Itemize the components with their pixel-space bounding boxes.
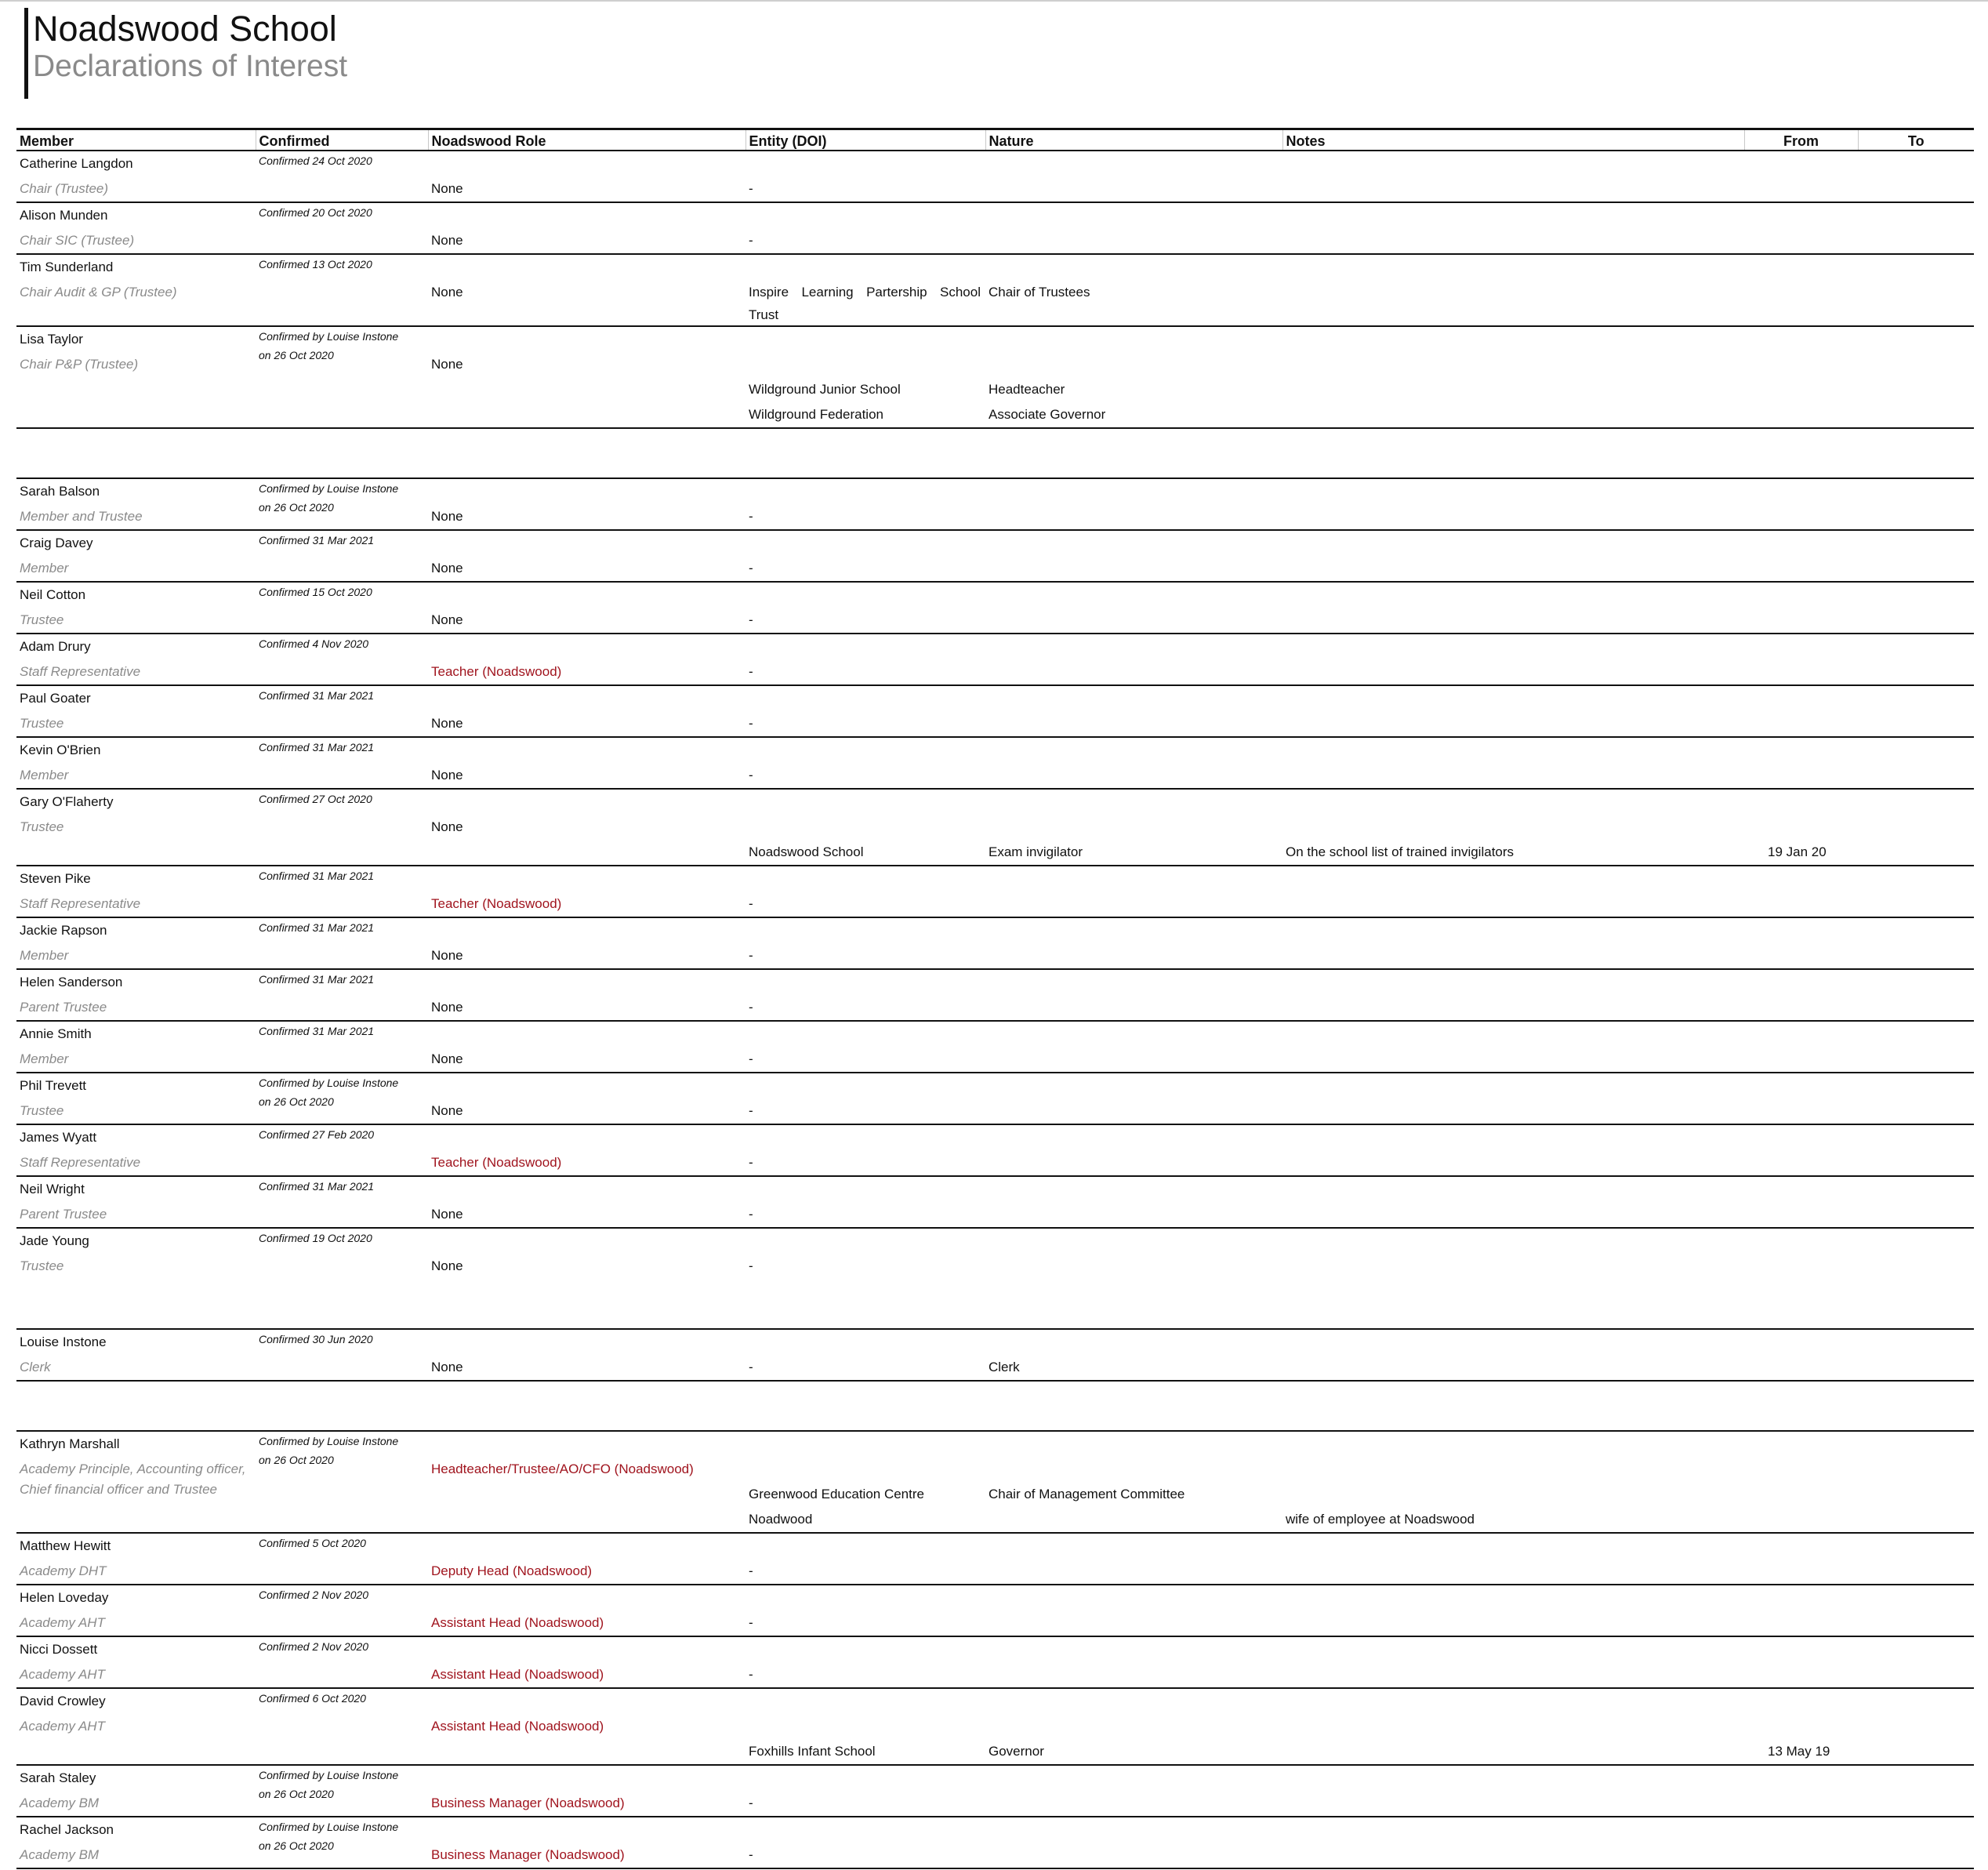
confirmed-cell [256, 1431, 428, 1482]
entity-cell: Wildground Federation [749, 406, 883, 422]
entity-cell: - [749, 612, 753, 627]
group-spacer [16, 428, 1974, 478]
noadswood-role: None [431, 1258, 463, 1273]
noadswood-role: None [431, 1102, 463, 1118]
confirmed-cell: Confirmed 31 Mar 2021 [256, 1176, 428, 1228]
noadswood-role: Headteacher/Trustee/AO/CFO (Noadswood) [431, 1461, 694, 1476]
confirmed-cell [256, 1765, 428, 1817]
entity-line: Trust [749, 307, 779, 322]
column-header-to: To [1858, 129, 1974, 151]
confirmed-cell: Confirmed 6 Oct 2020 [256, 1688, 428, 1739]
member-name: James Wyatt [16, 1124, 256, 1150]
table-row [16, 530, 1974, 556]
confirmed-cell: Confirmed 4 Nov 2020 [256, 634, 428, 685]
member-designation: Parent Trustee [20, 999, 107, 1015]
column-header-from: From [1744, 129, 1858, 151]
entity-cell: Noadswood School [749, 844, 864, 859]
noadswood-role: None [431, 1051, 463, 1066]
confirmed-line: on 26 Oct 2020 [259, 1839, 334, 1852]
column-header-role: Noadswood Role [428, 129, 746, 151]
nature-cell: Chair of Trustees [989, 284, 1090, 300]
entity-cell [746, 280, 985, 326]
noadswood-role: Teacher (Noadswood) [431, 895, 562, 911]
table-row [16, 1533, 1974, 1559]
table-row [16, 685, 1974, 711]
member-designation: Trustee [20, 1258, 64, 1273]
table-row [16, 840, 1974, 866]
confirmed-cell: Confirmed 31 Mar 2021 [256, 685, 428, 737]
member-designation: Staff Representative [20, 1154, 141, 1170]
member-name: Paul Goater [16, 685, 256, 711]
entity-cell: - [749, 1206, 753, 1222]
noadswood-role: Teacher (Noadswood) [431, 1154, 562, 1170]
table-row [16, 789, 1974, 815]
noadswood-role: None [431, 284, 463, 300]
top-rule [0, 0, 1988, 2]
confirmed-cell: Confirmed 13 Oct 2020 [256, 254, 428, 326]
table-row [16, 1765, 1974, 1791]
noadswood-role: None [431, 180, 463, 196]
member-name: David Crowley [16, 1688, 256, 1714]
page-title: Noadswood School [33, 9, 337, 49]
member-name: Catherine Langdon [20, 155, 133, 171]
member-name: Jackie Rapson [16, 917, 256, 943]
noadswood-role: None [431, 819, 463, 834]
member-name: Rachel Jackson [16, 1817, 256, 1843]
confirmed-cell [256, 1073, 428, 1124]
entity-cell: - [749, 1258, 753, 1273]
noadswood-role: None [431, 715, 463, 731]
notes-cell: wife of employee at Noadswood [1286, 1511, 1475, 1527]
entity-cell: - [749, 1359, 753, 1374]
member-name: Kevin O'Brien [16, 737, 256, 763]
member-designation: Academy AHT [20, 1614, 105, 1630]
member-designation: Academy Principle, Accounting officer, Chief financial officer and Trustee [20, 1461, 246, 1497]
noadswood-role: Assistant Head (Noadswood) [431, 1666, 604, 1682]
member-name: Helen Sanderson [16, 969, 256, 995]
entity-cell: - [749, 1154, 753, 1170]
table-row [16, 402, 1974, 428]
table-row [16, 582, 1974, 608]
table-row [16, 1636, 1974, 1662]
entity-cell: - [749, 895, 753, 911]
confirmed-cell: Confirmed 5 Oct 2020 [256, 1533, 428, 1585]
confirmed-line: Confirmed by Louise Instone [259, 1768, 399, 1781]
table-row [16, 1585, 1974, 1610]
noadswood-role: Teacher (Noadswood) [431, 663, 562, 679]
noadswood-role: None [431, 947, 463, 963]
nature-cell: Chair of Management Committee [989, 1486, 1185, 1501]
noadswood-role: None [431, 767, 463, 782]
member-designation: Parent Trustee [20, 1206, 107, 1222]
member-name: Neil Cotton [16, 582, 256, 608]
table-row [16, 254, 1974, 280]
table-end-rule [16, 1868, 1974, 1870]
member-name: Adam Drury [16, 634, 256, 659]
entity-cell: - [749, 1795, 753, 1810]
entity-cell: - [749, 508, 753, 524]
member-name: Sarah Staley [16, 1765, 256, 1791]
member-name: Craig Davey [16, 530, 256, 556]
noadswood-role: None [431, 356, 463, 372]
noadswood-role: Business Manager (Noadswood) [431, 1795, 625, 1810]
table-row [16, 1176, 1974, 1202]
entity-cell: - [749, 999, 753, 1015]
confirmed-line: on 26 Oct 2020 [259, 348, 334, 361]
confirmed-cell: Confirmed 27 Feb 2020 [256, 1124, 428, 1176]
confirmed-cell: Confirmed 31 Mar 2021 [256, 866, 428, 917]
member-designation: Academy AHT [20, 1666, 105, 1682]
column-header-nature: Nature [985, 129, 1282, 151]
table-row [16, 917, 1974, 943]
table-row [16, 1739, 1974, 1765]
table-row [16, 1124, 1974, 1150]
entity-cell: - [749, 560, 753, 576]
table-row [16, 478, 1974, 504]
group-spacer [16, 1279, 1974, 1329]
noadswood-role: None [431, 1206, 463, 1222]
nature-cell: Associate Governor [989, 406, 1106, 422]
column-header-member: Member [16, 129, 256, 151]
confirmed-cell: Confirmed 31 Mar 2021 [256, 917, 428, 969]
member-name: Steven Pike [16, 866, 256, 891]
entity-cell: - [749, 715, 753, 731]
member-name: Nicci Dossett [16, 1636, 256, 1662]
nature-cell: Headteacher [989, 381, 1065, 397]
member-designation: Academy AHT [20, 1718, 105, 1734]
column-header-entity: Entity (DOI) [746, 129, 985, 151]
confirmed-cell: Confirmed 15 Oct 2020 [256, 582, 428, 634]
confirmed-cell: Confirmed 2 Nov 2020 [256, 1636, 428, 1688]
table-row [16, 634, 1974, 659]
table-row [16, 969, 1974, 995]
confirmed-cell: Confirmed 2 Nov 2020 [256, 1585, 428, 1636]
confirmed-line: on 26 Oct 2020 [259, 1787, 334, 1800]
noadswood-role: None [431, 999, 463, 1015]
confirmed-cell: Confirmed 20 Oct 2020 [256, 202, 428, 254]
member-designation: Member and Trustee [20, 508, 143, 524]
entity-cell: - [749, 663, 753, 679]
member-designation: Academy BM [20, 1846, 100, 1862]
confirmed-line: Confirmed by Louise Instone [259, 1434, 399, 1447]
table-row [16, 1329, 1974, 1355]
noadswood-role: Assistant Head (Noadswood) [431, 1718, 604, 1734]
table-row [16, 202, 1974, 228]
member-name: Neil Wright [16, 1176, 256, 1202]
nature-cell: Exam invigilator [989, 844, 1083, 859]
group-spacer [16, 1381, 1974, 1431]
confirmed-cell: Confirmed 31 Mar 2021 [256, 530, 428, 582]
entity-cell: - [749, 767, 753, 782]
confirmed-cell: Confirmed 24 Oct 2020 [259, 154, 372, 167]
member-name: Phil Trevett [16, 1073, 256, 1098]
member-designation: Member [20, 947, 69, 963]
confirmed-line: Confirmed by Louise Instone [259, 1820, 399, 1833]
table-row [16, 326, 1974, 352]
nature-cell: Clerk [989, 1359, 1020, 1374]
table-row [16, 1507, 1974, 1533]
member-designation: Chair Audit & GP (Trustee) [20, 284, 177, 300]
member-name: Kathryn Marshall [16, 1431, 256, 1457]
member-name: Annie Smith [16, 1021, 256, 1047]
member-designation: Clerk [20, 1359, 51, 1374]
confirmed-cell [256, 326, 428, 377]
member-name: Gary O'Flaherty [16, 789, 256, 815]
entity-cell: - [749, 232, 753, 248]
noadswood-role: Deputy Head (Noadswood) [431, 1563, 593, 1578]
table-row [16, 737, 1974, 763]
table-row [16, 1688, 1974, 1714]
confirmed-line: Confirmed by Louise Instone [259, 481, 399, 495]
confirmed-cell: Confirmed 31 Mar 2021 [256, 1021, 428, 1073]
noadswood-role: None [431, 508, 463, 524]
table-row [16, 1073, 1974, 1098]
confirmed-line: Confirmed by Louise Instone [259, 329, 399, 343]
entity-cell: - [749, 1051, 753, 1066]
table-row [16, 866, 1974, 891]
table-row [16, 1228, 1974, 1254]
member-name: Tim Sunderland [16, 254, 256, 280]
member-name: Louise Instone [16, 1329, 256, 1355]
table-row [16, 1431, 1974, 1457]
member-designation: Chair P&P (Trustee) [20, 356, 139, 372]
entity-cell: - [749, 947, 753, 963]
confirmed-cell: Confirmed 19 Oct 2020 [256, 1228, 428, 1279]
table-row [16, 1817, 1974, 1843]
entity-cell: Noadwood [749, 1511, 813, 1527]
member-designation: Chair (Trustee) [20, 180, 109, 196]
nature-cell: Governor [989, 1743, 1044, 1759]
noadswood-role: None [431, 232, 463, 248]
column-header-notes: Notes [1282, 129, 1744, 151]
declarations-table [16, 128, 1974, 1870]
confirmed-cell: Confirmed 27 Oct 2020 [256, 789, 428, 840]
member-name: Lisa Taylor [16, 326, 256, 352]
entity-cell: - [749, 1563, 753, 1578]
noadswood-role: Assistant Head (Noadswood) [431, 1614, 604, 1630]
entity-cell: - [749, 180, 753, 196]
entity-cell: - [749, 1666, 753, 1682]
confirmed-line: Confirmed by Louise Instone [259, 1076, 399, 1089]
member-name: Helen Loveday [16, 1585, 256, 1610]
entity-cell: Greenwood Education Centre [749, 1486, 924, 1501]
table-row [16, 377, 1974, 402]
member-designation: Academy BM [20, 1795, 100, 1810]
member-designation: Chair SIC (Trustee) [20, 232, 135, 248]
noadswood-role: None [431, 1359, 463, 1374]
member-designation: Staff Representative [20, 895, 141, 911]
member-name: Jade Young [16, 1228, 256, 1254]
confirmed-cell: Confirmed 30 Jun 2020 [256, 1329, 428, 1381]
confirmed-line: on 26 Oct 2020 [259, 1453, 334, 1466]
entity-cell: - [749, 1614, 753, 1630]
table-row [16, 151, 1974, 176]
member-designation: Member [20, 1051, 69, 1066]
table-row [16, 1021, 1974, 1047]
member-designation: Academy DHT [20, 1563, 107, 1578]
from-date: 13 May 19 [1768, 1743, 1830, 1759]
member-name: Matthew Hewitt [16, 1533, 256, 1559]
member-designation: Staff Representative [20, 663, 141, 679]
confirmed-cell [256, 478, 428, 530]
table-row [16, 1482, 1974, 1507]
member-designation: Member [20, 767, 69, 782]
noadswood-role: Business Manager (Noadswood) [431, 1846, 625, 1862]
from-date: 19 Jan 20 [1768, 844, 1827, 859]
confirmed-cell: Confirmed 31 Mar 2021 [256, 969, 428, 1021]
member-name: Sarah Balson [16, 478, 256, 504]
table-header-row [16, 129, 1974, 151]
member-designation: Trustee [20, 1102, 64, 1118]
noadswood-role: None [431, 612, 463, 627]
confirmed-line: on 26 Oct 2020 [259, 500, 334, 514]
member-designation: Trustee [20, 715, 64, 731]
entity-cell: - [749, 1846, 753, 1862]
entity-cell: Foxhills Infant School [749, 1743, 876, 1759]
member-designation: Trustee [20, 612, 64, 627]
noadswood-role: None [431, 560, 463, 576]
entity-line: Inspire Learning Partership School [749, 284, 981, 300]
page-subtitle: Declarations of Interest [33, 49, 348, 83]
entity-cell: Wildground Junior School [749, 381, 901, 397]
column-header-confirmed: Confirmed [256, 129, 428, 151]
confirmed-cell: Confirmed 31 Mar 2021 [256, 737, 428, 789]
confirmed-line: on 26 Oct 2020 [259, 1095, 334, 1108]
entity-cell: - [749, 1102, 753, 1118]
title-accent-bar [24, 8, 28, 99]
member-designation: Trustee [20, 819, 64, 834]
notes-cell: On the school list of trained invigilators [1286, 844, 1515, 859]
member-name: Alison Munden [16, 202, 256, 228]
member-designation: Member [20, 560, 69, 576]
confirmed-cell [256, 1817, 428, 1868]
